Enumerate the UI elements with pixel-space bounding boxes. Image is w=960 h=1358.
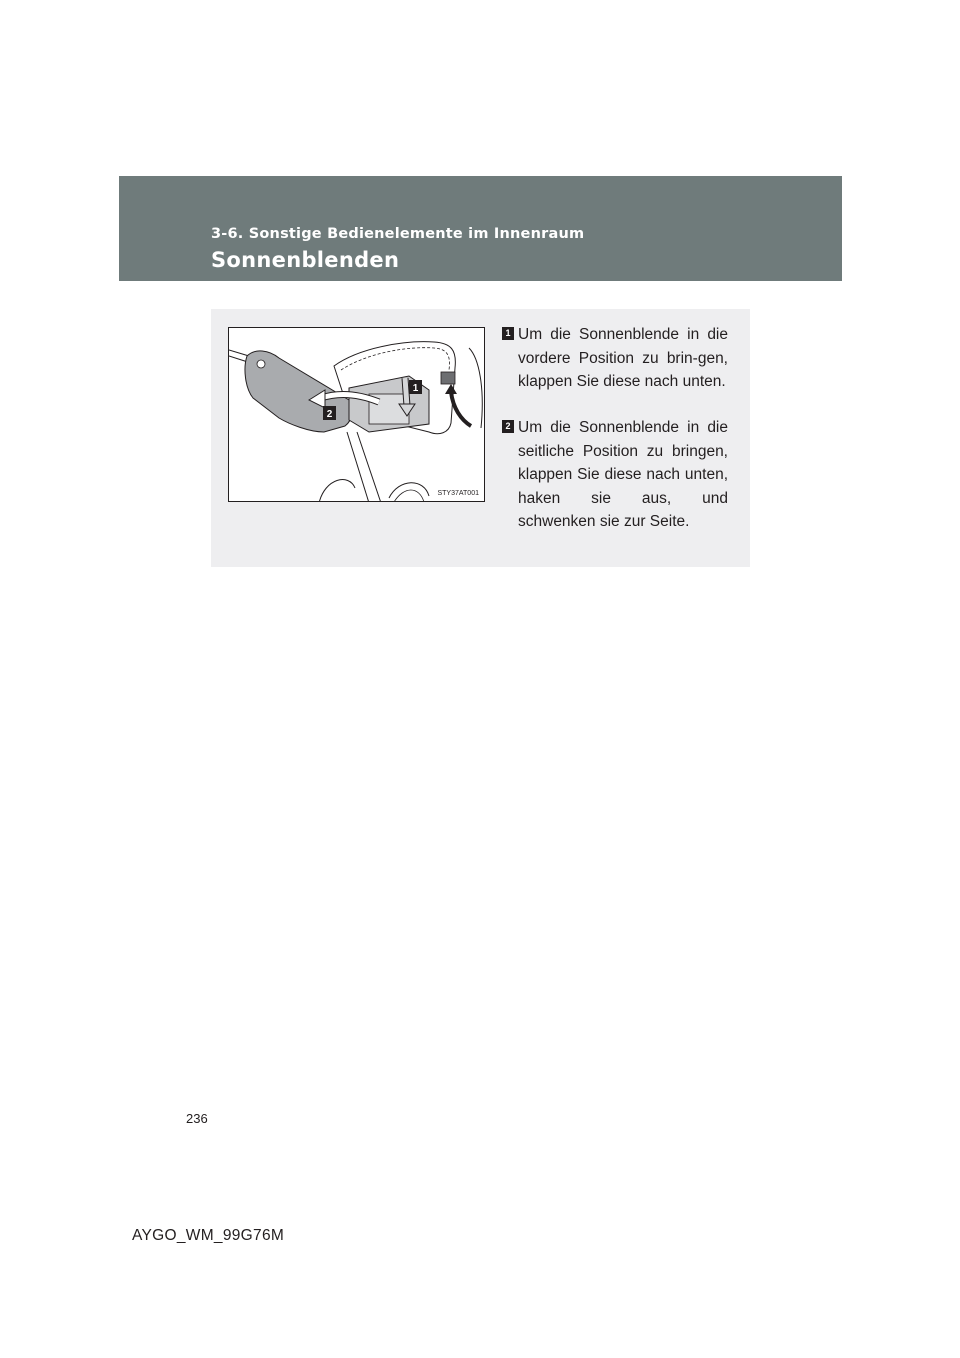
- step-2-text: Um die Sonnenblende in die seitliche Position zu bringen, klappen Sie diese nach unten, haken sie aus, und schwenken sie zur Seite.: [518, 419, 728, 530]
- section-label: 3-6. Sonstige Bedienelemente im Innenraum: [211, 226, 585, 242]
- callout-1: 1: [412, 383, 419, 394]
- callout-2: 2: [326, 409, 333, 420]
- step-2-badge: 2: [502, 420, 514, 433]
- step-1-text: Um die Sonnenblende in die vordere Position zu brin-gen, klappen Sie diese nach unten.: [518, 326, 728, 390]
- step-1: [502, 323, 728, 394]
- step-1-badge: 1: [502, 327, 514, 340]
- page-title: Sonnenblenden: [211, 248, 400, 272]
- step-2: [502, 416, 728, 534]
- document-code: AYGO_WM_99G76M: [132, 1227, 285, 1244]
- figure-code: STY37AT001: [437, 490, 479, 497]
- page-number: 236: [186, 1111, 208, 1126]
- sun-visor-illustration: [228, 327, 485, 502]
